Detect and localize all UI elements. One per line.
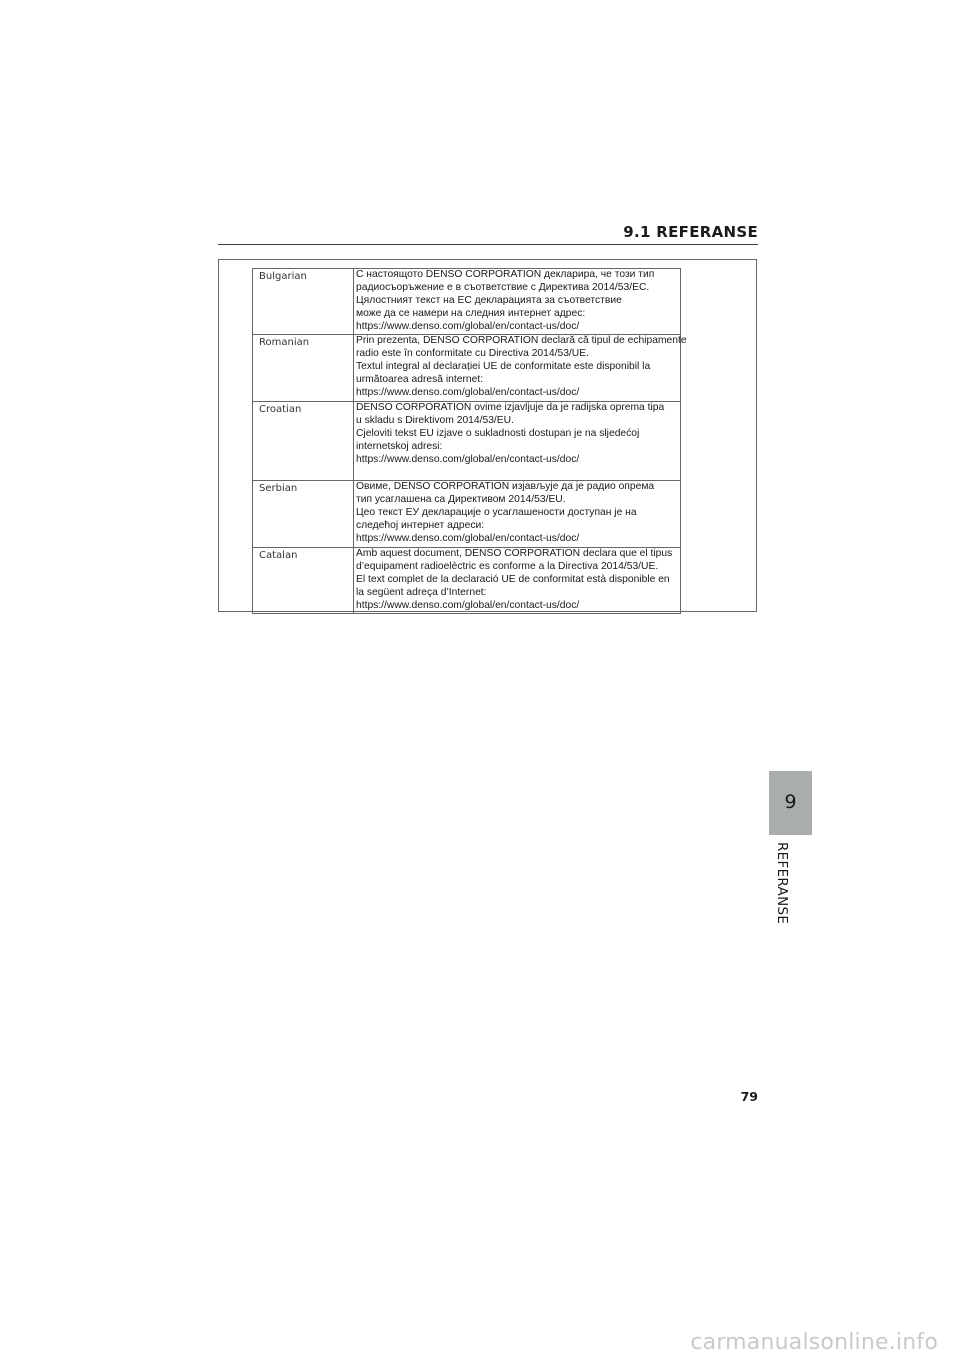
declaration-line: u skladu s Direktivom 2014/53/EU. xyxy=(356,414,514,426)
table-row xyxy=(253,481,681,548)
declaration-line: тип усаглашена са Директивом 2014/53/EU. xyxy=(356,493,566,505)
declaration-text xyxy=(354,269,681,335)
declaration-line: Cjeloviti tekst EU izjave o sukladnosti dostupan je na sljedećoj xyxy=(356,427,640,439)
declaration-line: може да се намери на следния интернет адрес: xyxy=(356,307,586,319)
page-section-title: 9.1 REFERANSE xyxy=(623,223,758,241)
declaration-url: https://www.denso.com/global/en/contact-us/doc/ xyxy=(356,386,580,398)
declaration-line: El text complet de la declaració UE de conformitat està disponible en xyxy=(356,573,670,585)
declaration-line: DENSO CORPORATION ovime izjavljuje da je radijska oprema tipa xyxy=(356,402,665,413)
declaration-url: https://www.denso.com/global/en/contact-us/doc/ xyxy=(356,320,580,332)
declarations-table xyxy=(252,268,687,614)
declaration-text xyxy=(354,548,681,614)
declaration-text xyxy=(354,402,681,481)
language-label: Catalan xyxy=(253,548,354,614)
declaration-line: Цео текст ЕУ декларације о усаглашености доступан је на xyxy=(356,506,637,518)
declaration-line: следећој интернет адреси: xyxy=(356,519,485,531)
page-number: 79 xyxy=(740,1089,758,1104)
language-label: Croatian xyxy=(253,402,354,481)
table-row xyxy=(253,269,681,335)
language-label: Serbian xyxy=(253,481,354,548)
declaration-line: С настоящото DENSO CORPORATION декларира, че този тип xyxy=(356,269,655,280)
chapter-tab xyxy=(769,771,812,835)
language-label: Bulgarian xyxy=(253,269,354,335)
declaration-line: Amb aquest document, DENSO CORPORATION declara que el tipus xyxy=(356,548,673,559)
declaration-url: https://www.denso.com/global/en/contact-us/doc/ xyxy=(356,599,580,611)
declaration-line: d’equipament radioelèctric es conforme a la Directiva 2014/53/UE. xyxy=(356,560,659,572)
watermark: carmanualsonline.info xyxy=(690,1330,938,1355)
declaration-line: la següent adreça d’Internet: xyxy=(356,586,487,598)
declaration-line: радиосъоръжение е в съответствие с Директива 2014/53/ЕС. xyxy=(356,281,650,293)
language-label: Romanian xyxy=(253,335,354,402)
declaration-line: Prin prezenta, DENSO CORPORATION declară că tipul de echipamente xyxy=(356,335,687,346)
declaration-line: următoarea adresă internet: xyxy=(356,373,484,385)
declaration-text xyxy=(354,335,687,402)
declaration-url: https://www.denso.com/global/en/contact-us/doc/ xyxy=(356,453,580,465)
declaration-line: radio este în conformitate cu Directiva 2014/53/UE. xyxy=(356,347,589,359)
declaration-line: Textul integral al declarației UE de conformitate este disponibil la xyxy=(356,360,651,372)
header-divider xyxy=(218,244,758,245)
declaration-line: Овиме, DENSO CORPORATION изјављује да је радио опрема xyxy=(356,481,655,492)
declaration-line: internetskoj adresi: xyxy=(356,440,443,452)
declaration-line: Цялостният текст на ЕС декларацията за съответствие xyxy=(356,294,622,306)
table-row xyxy=(253,548,681,614)
chapter-label: REFERANSE xyxy=(774,842,790,925)
table-row xyxy=(253,402,681,481)
chapter-number: 9 xyxy=(784,791,797,813)
declaration-url: https://www.denso.com/global/en/contact-us/doc/ xyxy=(356,532,580,544)
declaration-text xyxy=(354,481,681,548)
table-row xyxy=(253,335,681,402)
